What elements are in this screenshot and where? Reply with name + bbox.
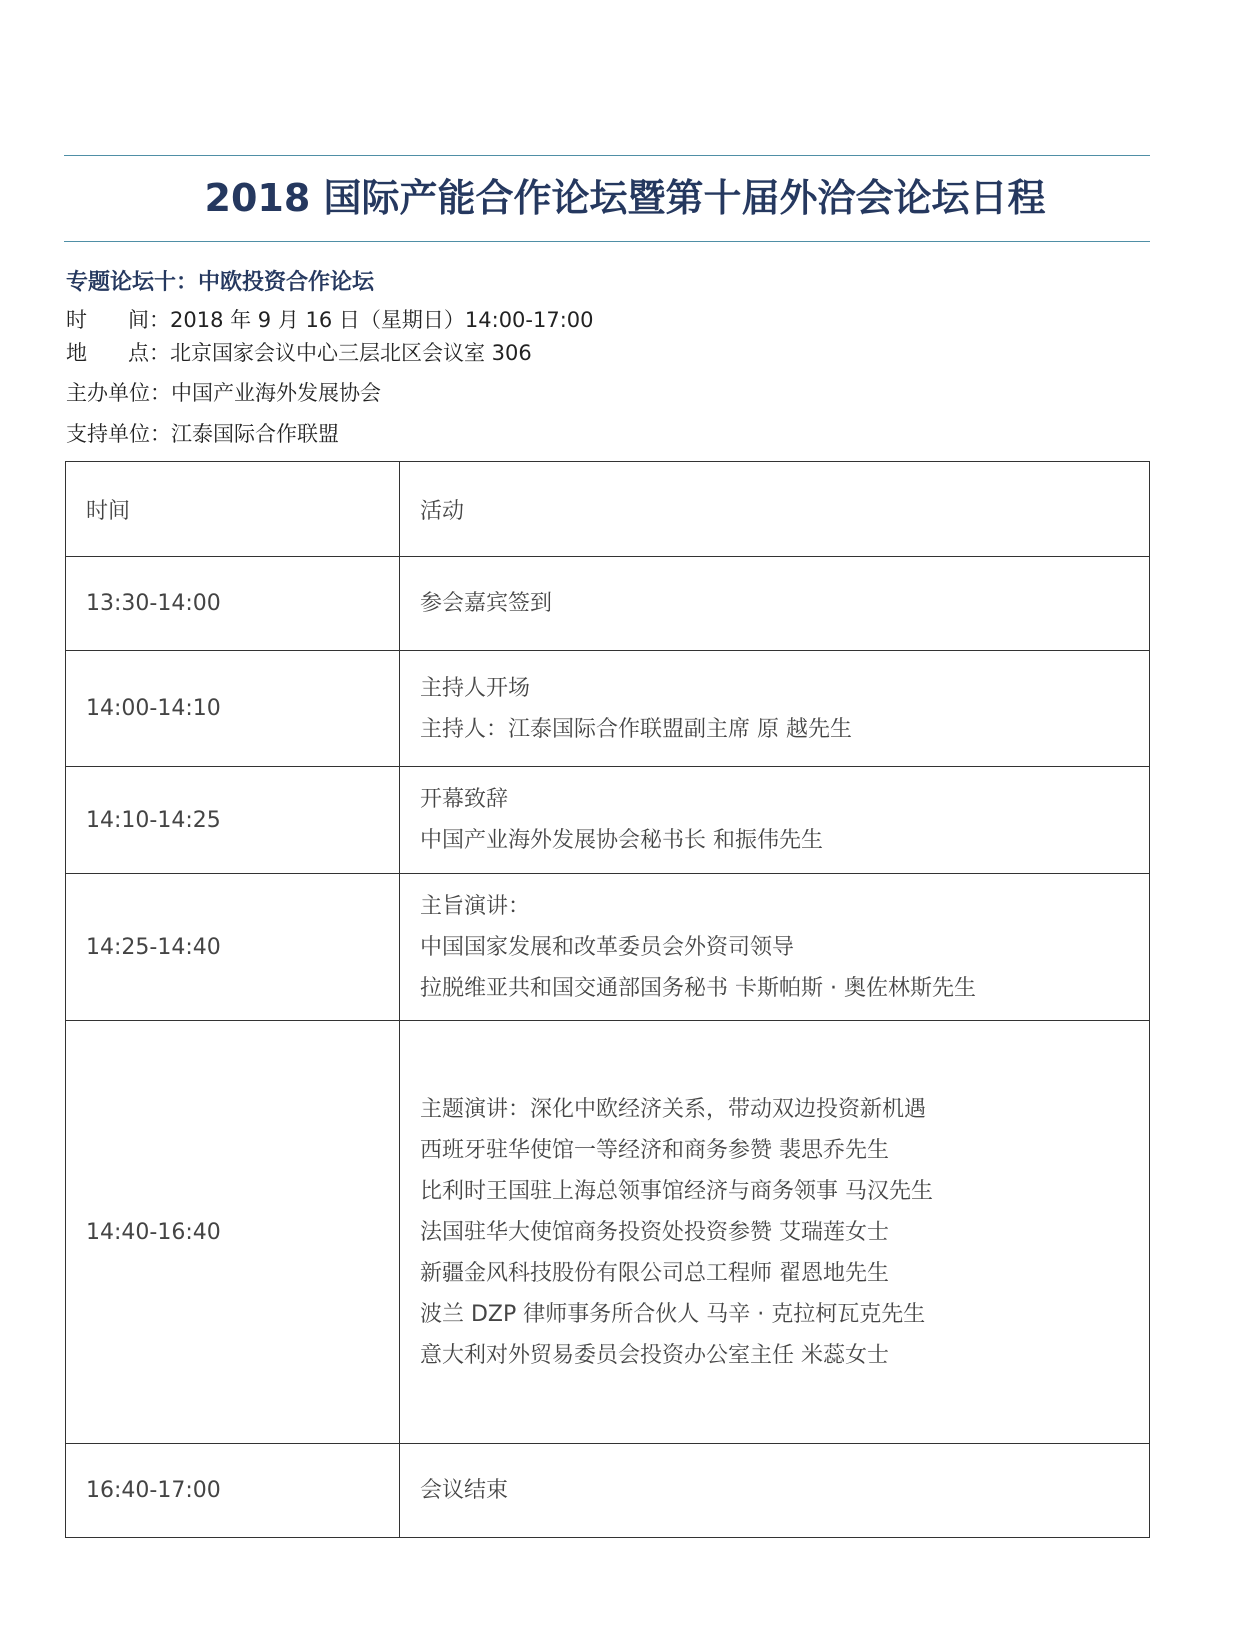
table-header-row (66, 462, 1150, 557)
activity-line: 主旨演讲： (420, 893, 531, 919)
row-time (66, 874, 400, 1021)
activity-line: 意大利对外贸易委员会投资办公室主任 米蕊女士 (420, 1342, 889, 1368)
forum-name: 专题论坛十：中欧投资合作论坛 (66, 270, 375, 295)
row-time (66, 767, 400, 874)
table-row (66, 651, 1150, 767)
table-row (66, 767, 1150, 874)
place-label: 地 点： (66, 341, 170, 365)
row-activity (400, 651, 1150, 767)
row-time (66, 557, 400, 651)
schedule-table (65, 461, 1150, 1538)
table-row (66, 874, 1150, 1021)
row-time (66, 651, 400, 767)
activity-line: 中国产业海外发展协会秘书长 和振伟先生 (420, 828, 823, 853)
row-activity (400, 767, 1150, 874)
activity-line: 中国国家发展和改革委员会外资司领导 (420, 934, 795, 960)
activity-line: 开幕致辞 (420, 787, 509, 812)
bottom-divider (64, 241, 1150, 242)
row-time (66, 1021, 400, 1444)
host-value: 中国产业海外发展协会 (171, 381, 381, 405)
forum-host (66, 378, 381, 408)
time-text: 14:25-14:40 (86, 934, 221, 960)
host-label: 主办单位： (66, 381, 171, 405)
support-value: 江泰国际合作联盟 (171, 422, 339, 446)
activity-line: 参会嘉宾签到 (420, 591, 553, 616)
activity-line: 拉脱维亚共和国交通部国务秘书 卡斯帕斯 · 奥佐林斯先生 (420, 975, 976, 1001)
forum-time (66, 305, 594, 335)
place-value: 北京国家会议中心三层北区会议室 306 (170, 341, 532, 365)
activity-line: 会议结束 (420, 1478, 509, 1503)
header-time: 时间 (66, 462, 400, 557)
table-row (66, 1021, 1150, 1444)
top-divider (64, 155, 1150, 156)
time-text: 14:40-16:40 (86, 1219, 221, 1245)
activity-line: 主题演讲：深化中欧经济关系，带动双边投资新机遇 (420, 1096, 927, 1122)
forum-support (66, 419, 339, 449)
time-text: 13:30-14:00 (86, 591, 221, 616)
activity-line: 波兰 DZP 律师事务所合伙人 马辛 · 克拉柯瓦克先生 (420, 1301, 926, 1327)
activity-line: 新疆金风科技股份有限公司总工程师 翟恩地先生 (420, 1260, 889, 1286)
row-time (66, 1444, 400, 1538)
row-activity (400, 557, 1150, 651)
header-activity: 活动 (400, 462, 1150, 557)
time-label: 时 间： (66, 308, 170, 332)
row-activity (400, 1444, 1150, 1538)
row-activity (400, 1021, 1150, 1444)
time-text: 16:40-17:00 (86, 1478, 221, 1503)
activity-line: 法国驻华大使馆商务投资处投资参赞 艾瑞莲女士 (420, 1219, 889, 1245)
activity-line: 比利时王国驻上海总领事馆经济与商务领事 马汉先生 (420, 1178, 933, 1204)
table-row (66, 557, 1150, 651)
page-title: 2018 国际产能合作论坛暨第十届外洽会论坛日程 (204, 176, 1046, 220)
time-value: 2018 年 9 月 16 日（星期日）14:00-17:00 (170, 308, 594, 332)
time-text: 14:00-14:10 (86, 696, 221, 721)
activity-line: 主持人开场 (420, 675, 531, 701)
time-text: 14:10-14:25 (86, 807, 221, 833)
support-label: 支持单位： (66, 422, 171, 446)
forum-place (66, 338, 532, 368)
table-row (66, 1444, 1150, 1538)
activity-line: 主持人：江泰国际合作联盟副主席 原 越先生 (420, 716, 852, 742)
row-activity (400, 874, 1150, 1021)
activity-line: 西班牙驻华使馆一等经济和商务参赞 裴思乔先生 (420, 1137, 889, 1163)
